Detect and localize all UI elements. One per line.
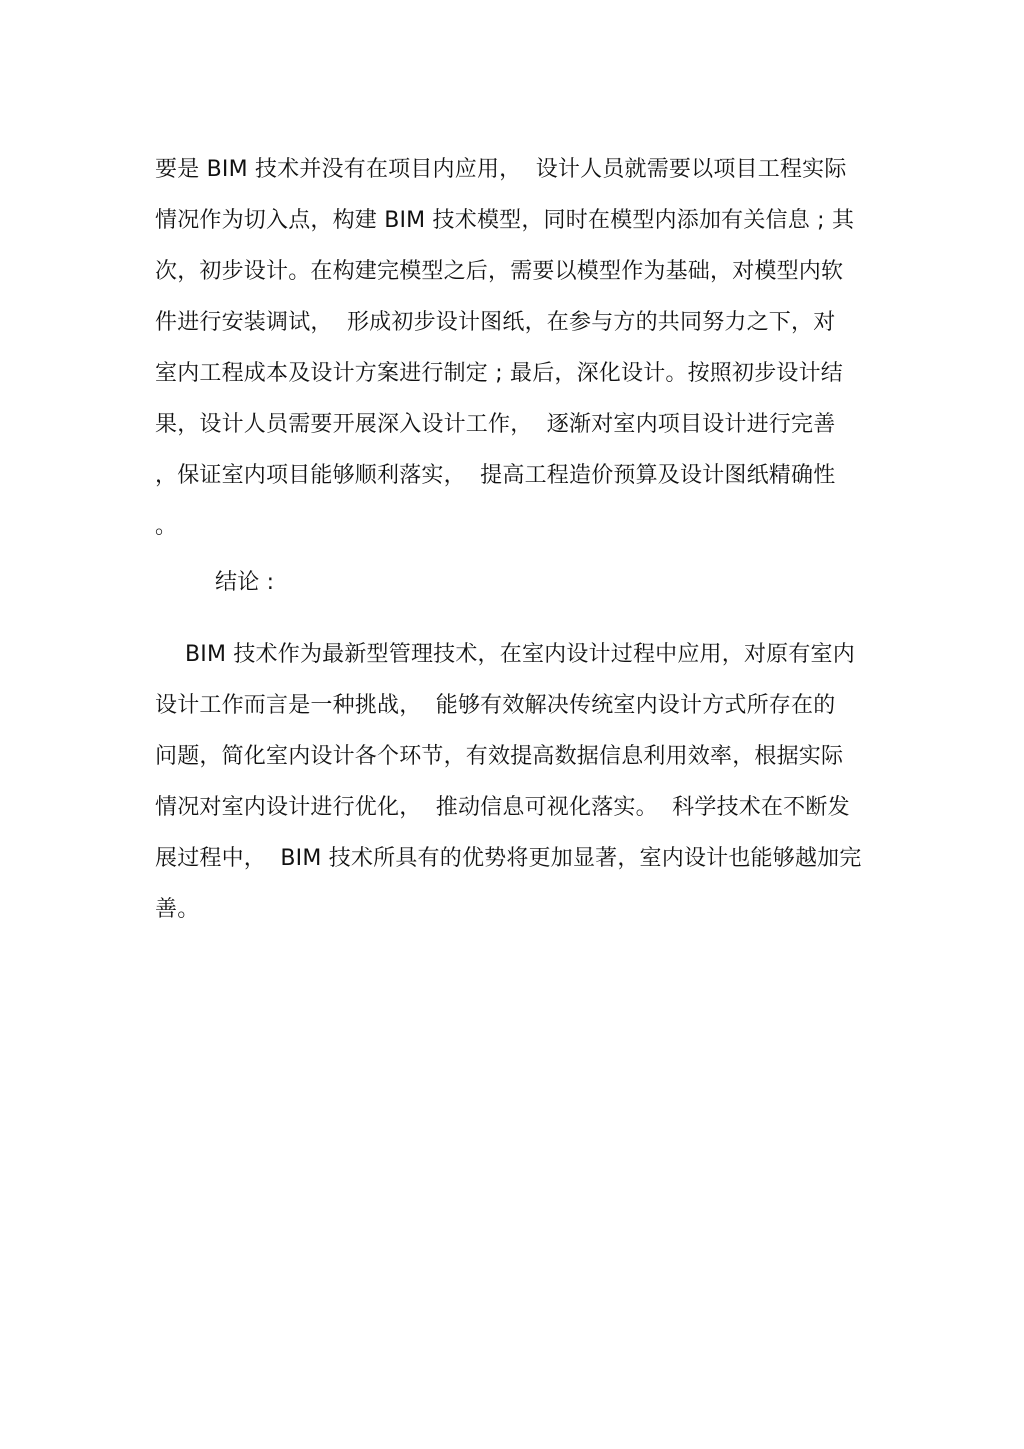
paragraph-line: 要是 BIM 技术并没有在项目内应用， 设计人员就需要以项目工程实际 [155,157,847,182]
paragraph-line: 次，初步设计。在构建完模型之后，需要以模型作为基础，对模型内软 [155,259,844,284]
paragraph-line: 果，设计人员需要开展深入设计工作， 逐渐对室内项目设计进行完善 [155,412,836,437]
paragraph-line: 情况对室内设计进行优化， 推动信息可视化落实。 科学技术在不断发 [155,795,850,820]
paragraph-line: BIM 技术作为最新型管理技术，在室内设计过程中应用，对原有室内 [185,642,855,667]
section-heading: 结论 : [215,570,275,595]
paragraph-line: 问题，简化室内设计各个环节，有效提高数据信息利用效率，根据实际 [155,744,844,769]
paragraph-line: 设计工作而言是一种挑战， 能够有效解决传统室内设计方式所存在的 [155,693,836,718]
paragraph-line: 善。 [155,897,200,922]
paragraph-line: 。 [155,514,178,539]
paragraph-line: 件进行安装调试， 形成初步设计图纸，在参与方的共同努力之下，对 [155,310,836,335]
paragraph-line: ，保证室内项目能够顺利落实， 提高工程造价预算及设计图纸精确性 [155,463,836,488]
paragraph-line: 情况作为切入点，构建 BIM 技术模型，同时在模型内添加有关信息 ; 其 [155,208,855,233]
paragraph-line: 室内工程成本及设计方案进行制定 ; 最后，深化设计。按照初步设计结 [155,361,844,386]
paragraph-line: 展过程中， BIM 技术所具有的优势将更加显著，室内设计也能够越加完 [155,846,862,871]
